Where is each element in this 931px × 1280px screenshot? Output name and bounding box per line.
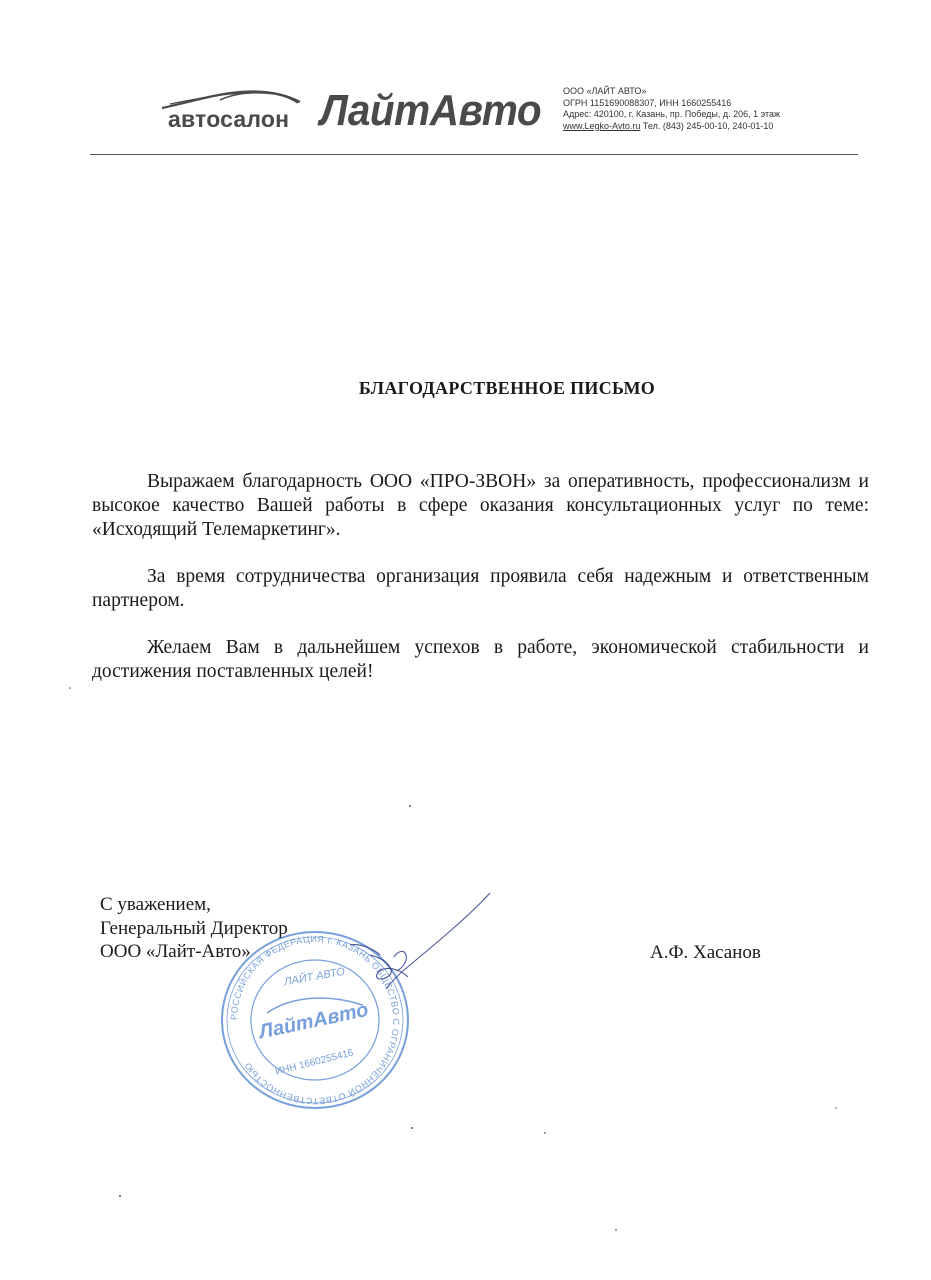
website-link[interactable]: www.Legko-Avto.ru — [563, 120, 641, 131]
company-logo — [160, 84, 550, 136]
letter-title: БЛАГОДАРСТВЕННОЕ ПИСЬМО — [358, 378, 656, 398]
signer-company: ООО «Лайт-Авто» — [100, 941, 251, 962]
header-divider — [90, 154, 858, 155]
stamp-logo: ЛайтАвто — [257, 998, 371, 1044]
stamp-inn: ИНН 1660255416 — [274, 1047, 355, 1078]
logo-brand-text: ЛайтАвто — [320, 86, 542, 135]
closing-phrase: С уважением, — [100, 894, 211, 915]
signer-name: А.Ф. Хасанов — [650, 942, 761, 963]
requisites-company: ООО «ЛАЙТ АВТО» — [563, 86, 647, 96]
requisites-contacts — [563, 121, 823, 133]
paragraph-wishes: Желаем Вам в дальнейшем успехов в работе, экономической стабильности и достижения поставленных целей! — [92, 637, 869, 682]
signer-position: Генеральный Директор — [100, 917, 288, 939]
paragraph-gratitude: Выражаем благодарность ООО «ПРО-ЗВОН» за оперативность, профессионализм и высокое качество Вашей работы в сфере оказания консультационных услуг по теме: «Исходящий Телемаркетинг». — [92, 471, 869, 540]
logo-small-text: автосалон — [168, 106, 290, 132]
requisites-registration: ОГРН 1151690088307, ИНН 1660255416 — [563, 97, 732, 108]
handwritten-signature — [330, 885, 510, 1005]
letter-body — [92, 470, 869, 707]
stamp-name: ЛАЙТ АВТО — [283, 965, 346, 989]
stamp-ring-text: РОССИЙСКАЯ ФЕДЕРАЦИЯ г. КАЗАНЬ ОБЩЕСТВО С ОГРАНИЧЕННОЙ ОТВЕТСТВЕННОСТЬЮ — [228, 933, 402, 1107]
company-requisites — [563, 86, 823, 132]
requisites-phones: Тел. (843) 245-00-10, 240-01-10 — [642, 120, 774, 131]
paragraph-partnership: За время сотрудничества организация проявила себя надежным и ответственным партнером. — [92, 566, 869, 611]
requisites-address: Адрес: 420100, г. Казань, пр. Победы, д. 206, 1 этаж — [563, 109, 781, 119]
